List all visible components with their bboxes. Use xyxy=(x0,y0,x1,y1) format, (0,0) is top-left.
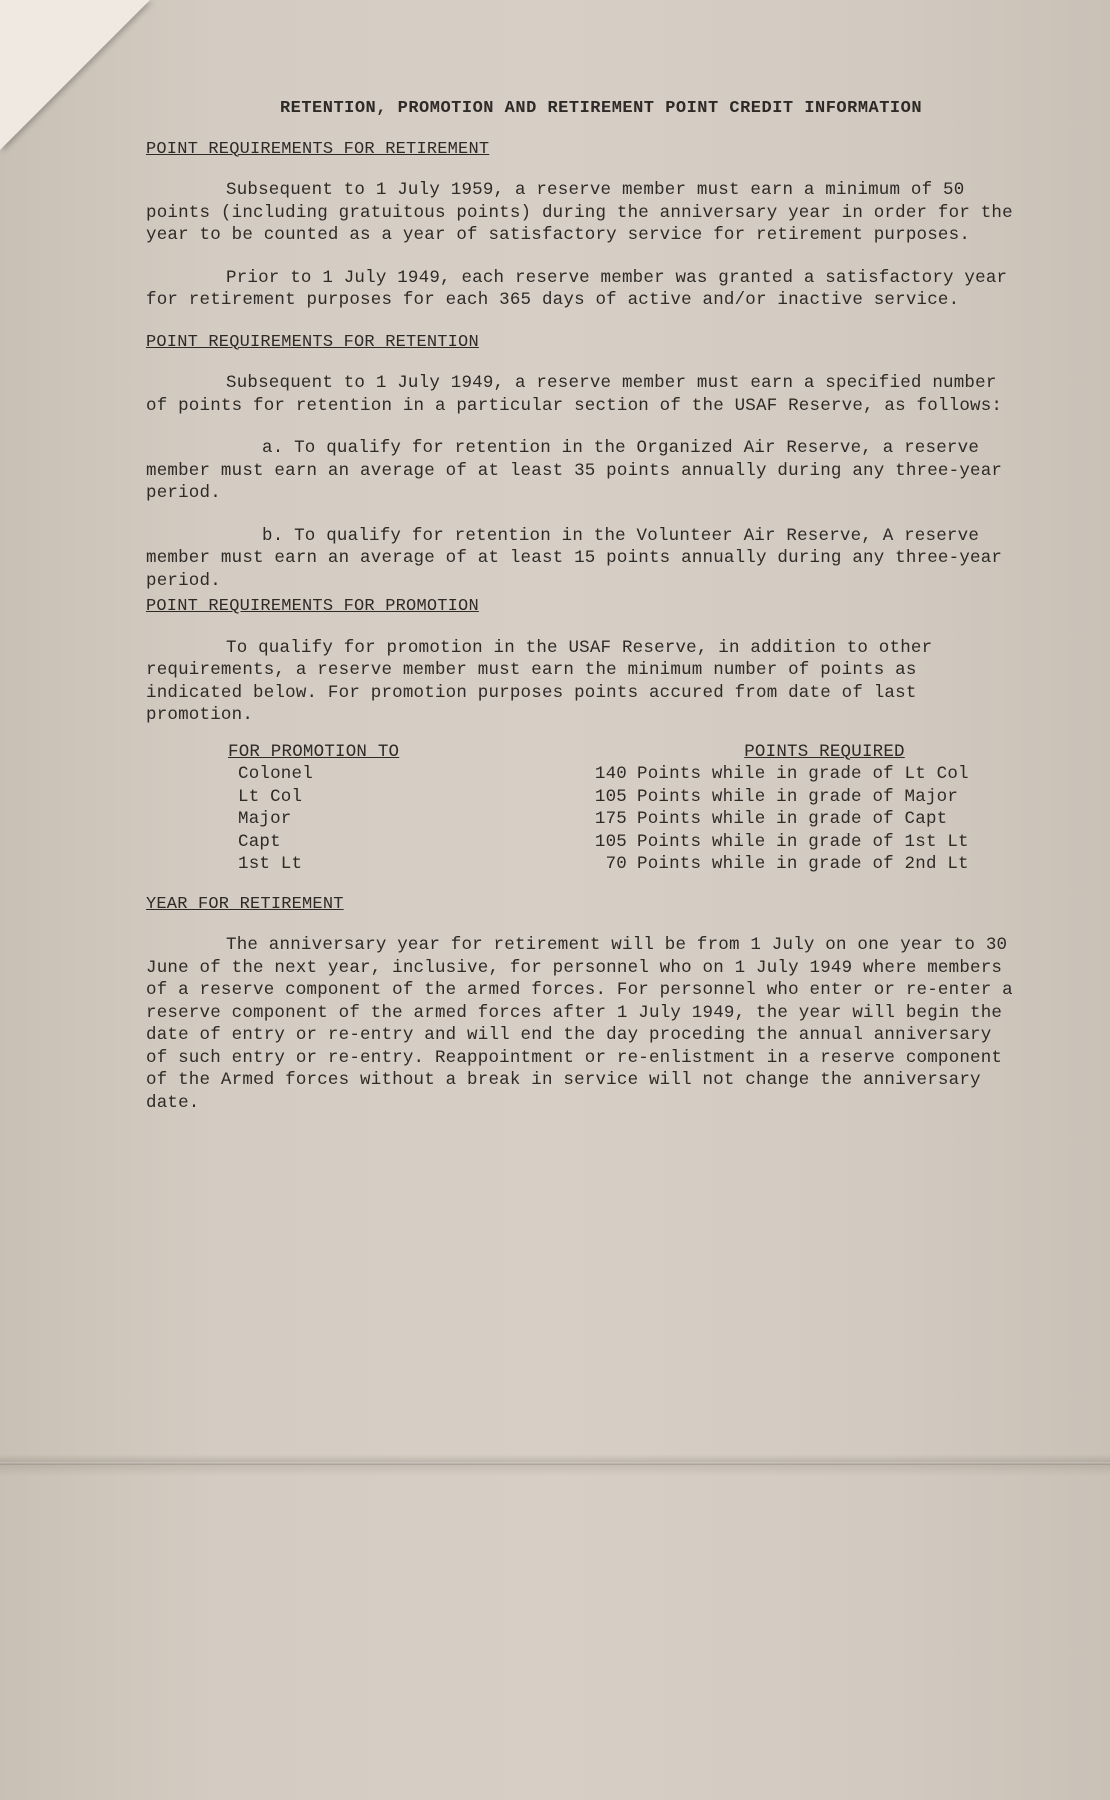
paper-crease xyxy=(0,1462,1110,1465)
document-title: RETENTION, PROMOTION AND RETIREMENT POINT CREDIT INFORMATION xyxy=(279,99,923,118)
points-cell: 70 xyxy=(605,854,627,874)
document-body xyxy=(146,98,1024,1134)
points-cell: 140 xyxy=(594,764,627,784)
year-heading: YEAR FOR RETIREMENT xyxy=(146,894,344,914)
requirement-cell: Points while in grade of Capt xyxy=(637,809,948,829)
retirement-paragraph-2: Prior to 1 July 1949, each reserve member was granted a satisfactory year for retirement purposes for each 365 days of active and/or inactive service. xyxy=(146,267,1018,310)
table-row xyxy=(228,808,969,831)
grade-cell: Lt Col xyxy=(238,786,303,807)
promotion-intro: To qualify for promotion in the USAF Reserve, in addition to other requirements, a reserve member must earn the minimum number of points as indicated below. For promotion purposes points accured from date of last promotion. xyxy=(146,637,944,725)
promotion-points-table xyxy=(228,741,969,876)
requirement-cell: Points while in grade of Major xyxy=(637,786,959,807)
table-row xyxy=(228,831,969,854)
retention-item-a: a. To qualify for retention in the Organized Air Reserve, a reserve member must earn an average of at least 35 points annually during any three-year period. xyxy=(146,438,1013,503)
retirement-paragraph-1: Subsequent to 1 July 1959, a reserve member must earn a minimum of 50 points (including gratuitous points) during the anniversary year in order for the year to be counted as a year of satisfactory service for retirement purposes. xyxy=(146,180,1024,245)
retention-item-b: b. To qualify for retention in the Volunteer Air Reserve, A reserve member must earn an average of at least 15 points annually during any three-year period. xyxy=(146,525,1013,591)
points-column-header: POINTS REQUIRED xyxy=(744,741,905,762)
grade-cell: Major xyxy=(238,809,292,829)
table-row xyxy=(228,853,969,876)
requirement-cell: Points while in grade of 1st Lt xyxy=(637,831,969,852)
table-row xyxy=(228,763,969,786)
folded-corner xyxy=(0,0,150,150)
requirement-cell: Points while in grade of Lt Col xyxy=(637,764,969,784)
grade-cell: Colonel xyxy=(238,764,313,784)
retention-intro: Subsequent to 1 July 1949, a reserve member must earn a specified number of points for retention in a particular section of the USAF Reserve, as follows: xyxy=(146,373,1008,416)
grade-cell: Capt xyxy=(238,831,281,852)
promotion-heading: POINT REQUIREMENTS FOR PROMOTION xyxy=(146,597,479,616)
requirement-cell: Points while in grade of 2nd Lt xyxy=(637,854,969,874)
points-cell: 105 xyxy=(594,831,627,852)
grade-column-header: FOR PROMOTION TO xyxy=(228,741,400,762)
points-cell: 105 xyxy=(594,786,627,807)
grade-cell: 1st Lt xyxy=(238,854,303,874)
retirement-heading: POINT REQUIREMENTS FOR RETIREMENT xyxy=(146,139,490,159)
year-paragraph: The anniversary year for retirement will be from 1 July on one year to 30 June of the next year, inclusive, for personnel who on 1 July 1949 where members of a reserve component of the armed forces. For personnel who enter or re-enter a reserve component of the armed forces after 1 July 1949, the year will begin the date of entry or re-entry and will end the day proceding the annual anniversary of such entry or re-entry. Reappointment or re-enlistment in a reserve component of the Armed forces without a break in service will not change the anniversary date. xyxy=(146,935,1024,1113)
retention-heading: POINT REQUIREMENTS FOR RETENTION xyxy=(146,332,479,352)
points-cell: 175 xyxy=(594,809,627,829)
table-header-row xyxy=(228,741,969,764)
table-row xyxy=(228,786,969,809)
